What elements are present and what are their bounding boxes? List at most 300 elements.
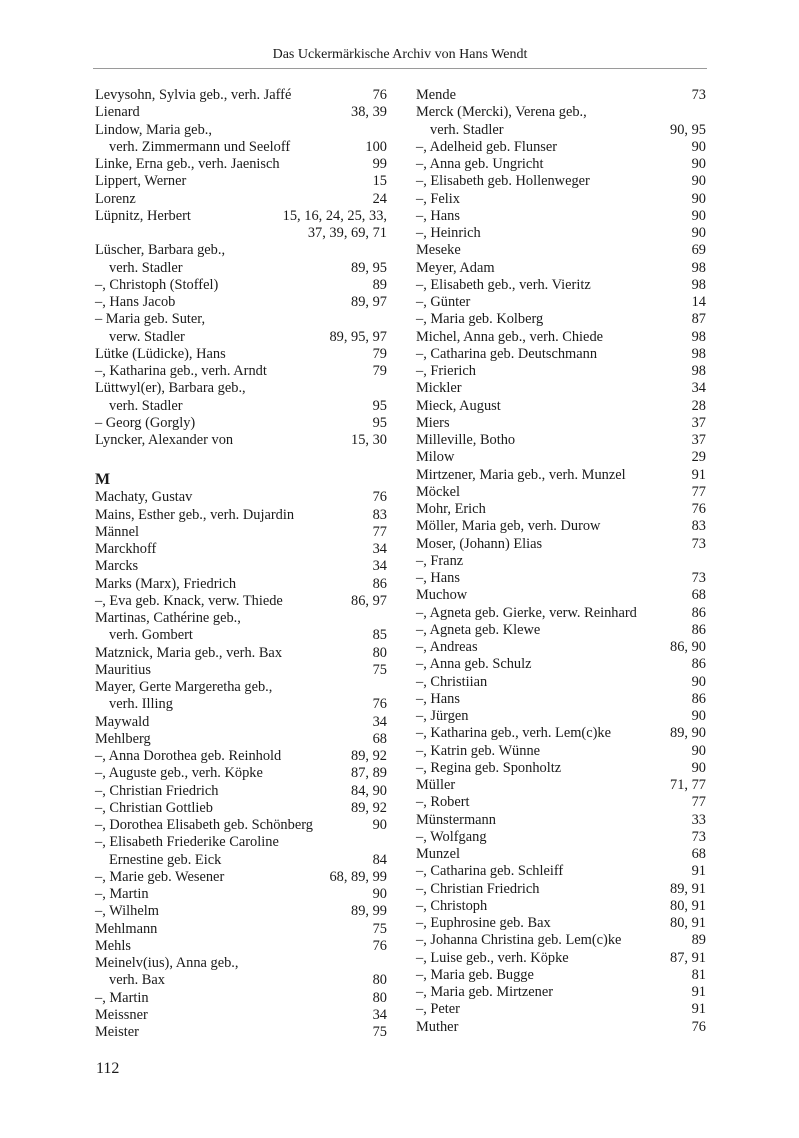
index-entry-pages: 34 (372, 713, 387, 730)
index-entry-pages: 83 (372, 506, 387, 523)
index-column-right (416, 87, 706, 1036)
index-entry (95, 380, 387, 397)
index-entry (416, 191, 706, 208)
index-entry-pages: 76 (372, 937, 387, 954)
index-entry (95, 1024, 387, 1041)
index-entry-pages: 75 (372, 661, 387, 678)
index-entry-name: Meyer, Adam (416, 259, 495, 276)
index-entry (416, 432, 706, 449)
index-entry-name: Muchow (416, 587, 468, 604)
index-entry (95, 507, 387, 524)
index-entry-pages: 73 (691, 535, 706, 552)
index-entry-pages: 90 (691, 759, 706, 776)
index-entry (416, 777, 706, 794)
index-entry-name: Moser, (Johann) Elias (416, 535, 543, 552)
index-entry-name: Lyncker, Alexander von (95, 432, 234, 448)
index-entry-name: Mauritius (95, 661, 151, 678)
index-entry (95, 363, 387, 380)
index-entry-name: Mickler (416, 380, 462, 397)
index-entry-name: –, Franz (416, 552, 464, 569)
index-entry-name: Merck (Mercki), Verena geb., (416, 104, 587, 121)
index-entry-pages: 80, 91 (670, 915, 706, 931)
index-entry-name: Meseke (416, 242, 461, 259)
index-entry (95, 191, 387, 208)
index-entry-continuation (95, 329, 387, 346)
index-entry-name: –, Elisabeth geb. Hollenweger (416, 173, 590, 190)
index-entry-name: Müller (416, 777, 456, 793)
index-entry (416, 346, 706, 363)
index-entry-pages: 75 (372, 920, 387, 937)
index-entry (416, 536, 706, 553)
index-entry (416, 656, 706, 673)
index-entry-pages: 86 (372, 575, 387, 592)
index-entry (95, 541, 387, 558)
index-entry-pages: 68 (691, 587, 706, 604)
index-entry-name: –, Anna geb. Ungricht (416, 156, 544, 172)
index-entry-pages: 76 (372, 489, 387, 506)
index-entry (416, 829, 706, 846)
index-entry (416, 260, 706, 277)
index-entry-pages: 38, 39 (351, 104, 387, 121)
index-entry-pages: 98 (691, 328, 706, 345)
index-entry (416, 104, 706, 121)
index-entry-name: –, Robert (416, 794, 470, 811)
index-entry-name: –, Elisabeth Friederike Caroline (95, 834, 279, 851)
index-entry-name: Mehls (95, 937, 131, 954)
index-entry-pages: 73 (691, 570, 706, 586)
index-entry-name: Maywald (95, 713, 150, 730)
index-entry (95, 869, 387, 886)
index-entry-name: –, Catharina geb. Deutschmann (416, 345, 598, 362)
index-entry-name: Mayer, Gerte Margeretha geb., (95, 679, 273, 695)
index-entry-pages: 98 (691, 345, 706, 362)
index-entry-name: –, Dorothea Elisabeth geb. Schönberg (95, 817, 313, 833)
index-entry (95, 208, 387, 225)
index-entry-name: –, Marie geb. Wesener (95, 868, 225, 885)
index-entry (416, 812, 706, 829)
index-entry-pages: 89, 91 (670, 880, 706, 897)
index-entry-pages: 28 (691, 397, 706, 414)
index-entry-pages: 90 (691, 207, 706, 224)
index-entry-name: Mirtzener, Maria geb., verh. Munzel (416, 466, 626, 483)
index-entry-pages: 24 (372, 190, 387, 207)
index-entry-name: Münstermann (416, 811, 496, 828)
index-entry-pages: 87 (691, 311, 706, 328)
page-number: 112 (96, 1060, 120, 1077)
index-entry (95, 156, 387, 173)
index-entry (95, 748, 387, 765)
index-entry-pages: 79 (372, 363, 387, 379)
index-entry-name: –, Anna geb. Schulz (416, 656, 532, 673)
index-entry-pages: 86 (691, 604, 706, 621)
index-entry-pages: 15 (372, 173, 387, 190)
index-entry-pages: 73 (691, 87, 706, 103)
index-column-left (95, 87, 387, 1041)
index-entry-name: –, Hans (416, 570, 460, 586)
index-entry-pages: 80, 91 (670, 897, 706, 914)
index-entry (95, 415, 387, 432)
index-entry (416, 139, 706, 156)
index-entry-pages: 95 (372, 397, 387, 414)
index-entry-pages: 75 (372, 1024, 387, 1040)
index-entry-name: –, Christoph (Stoffel) (95, 276, 219, 293)
index-entry-name: –, Christian Gottlieb (95, 799, 213, 816)
index-entry (95, 714, 387, 731)
index-entry-name: Marckhoff (95, 541, 157, 557)
index-entry-pages: 37 (691, 432, 706, 448)
index-entry (95, 955, 387, 972)
index-entry (95, 122, 387, 139)
index-entry (416, 225, 706, 242)
index-entry-name: Mains, Esther geb., verh. Dujardin (95, 506, 295, 523)
index-entry-name: – Maria geb. Suter, (95, 311, 206, 328)
index-entry (416, 518, 706, 535)
index-entry-name: Mehlberg (95, 730, 151, 747)
index-entry-pages: 89, 92 (351, 799, 387, 816)
index-entry (95, 346, 387, 363)
index-entry-pages: 15, 30 (351, 432, 387, 448)
index-entry-name: Martinas, Cathérine geb., (95, 610, 241, 626)
index-entry (416, 553, 706, 570)
index-entry-pages: 14 (691, 294, 706, 310)
index-entry-name: –, Andreas (416, 639, 478, 655)
index-entry-pages: 90 (691, 708, 706, 724)
index-entry (95, 524, 387, 541)
index-entry-pages: 98 (691, 363, 706, 379)
index-entry-name: Matznick, Maria geb., verh. Bax (95, 644, 283, 661)
index-entry-pages: 90 (372, 817, 387, 833)
header-rule (93, 68, 707, 69)
index-entry-pages: 87, 91 (670, 949, 706, 966)
index-entry-pages: 90 (691, 742, 706, 759)
index-entry (416, 967, 706, 984)
index-entry (95, 104, 387, 121)
index-entry-name: – Georg (Gorgly) (95, 414, 196, 431)
index-entry (416, 760, 706, 777)
index-entry-pages: 68, 89, 99 (329, 868, 387, 885)
index-entry (95, 294, 387, 311)
index-entry-name: –, Johanna Christina geb. Lem(c)ke (416, 932, 622, 949)
index-entry (95, 938, 387, 955)
index-entry-pages: 91 (691, 466, 706, 483)
index-entry-name: –, Hans (416, 690, 460, 707)
index-entry (416, 87, 706, 104)
index-entry-name: –, Martin (95, 989, 149, 1006)
index-entry-pages: 86 (691, 621, 706, 638)
index-entry-pages: 76 (372, 696, 387, 713)
index-entry-name: –, Christiian (416, 673, 488, 690)
index-entry-name: verh. Bax (109, 972, 165, 989)
index-entry-name: Lippert, Werner (95, 173, 187, 190)
index-entry-name: –, Hans Jacob (95, 294, 176, 310)
index-entry-name: –, Frierich (416, 363, 476, 379)
index-entry-pages: 90 (691, 225, 706, 241)
index-entry (95, 576, 387, 593)
index-entry (416, 691, 706, 708)
index-entry-pages: 37 (691, 414, 706, 431)
index-entry-name: –, Jürgen (416, 708, 469, 724)
index-entry-pages: 91 (691, 863, 706, 880)
index-entry-pages: 34 (372, 1006, 387, 1023)
index-entry (95, 679, 387, 696)
index-entry-pages: 95 (372, 414, 387, 431)
index-entry-name: Marks (Marx), Friedrich (95, 575, 237, 592)
index-entry-name: –, Auguste geb., verh. Köpke (95, 765, 263, 782)
index-entry (95, 903, 387, 920)
index-entry-pages: 100 (365, 138, 387, 155)
index-entry-pages: 76 (691, 501, 706, 517)
index-entry-name: Mieck, August (416, 397, 501, 414)
index-entry (416, 363, 706, 380)
index-entry-name: –, Agneta geb. Klewe (416, 621, 541, 638)
index-entry (95, 432, 387, 449)
index-entry-pages: 68 (372, 730, 387, 747)
index-entry-continuation (95, 260, 387, 277)
index-entry-name: –, Katharina geb., verh. Arndt (95, 363, 267, 379)
index-entry-pages: 73 (691, 828, 706, 845)
index-entry (95, 277, 387, 294)
index-entry-pages: 90 (691, 173, 706, 190)
index-entry-pages: 86, 90 (670, 639, 706, 655)
index-entry (416, 208, 706, 225)
index-entry-name: Levysohn, Sylvia geb., verh. Jaffé (95, 87, 292, 103)
index-entry-name: M (95, 471, 111, 489)
index-entry-name: Meinelv(ius), Anna geb., (95, 955, 239, 971)
index-entry-pages: 90 (691, 673, 706, 690)
index-entry (416, 915, 706, 932)
index-entry-name: –, Adelheid geb. Flunser (416, 138, 558, 155)
index-entry-name: –, Christian Friedrich (95, 782, 219, 799)
index-entry-name: Munzel (416, 846, 460, 862)
index-entry-name: –, Günter (416, 294, 471, 310)
index-entry-name: verw. Stadler (109, 328, 185, 345)
index-entry-name: Mehlmann (95, 920, 158, 937)
index-entry-name: Lienard (95, 104, 140, 121)
index-entry-pages: 89, 99 (351, 903, 387, 920)
index-entry-name: Marcks (95, 558, 139, 575)
index-entry (95, 800, 387, 817)
index-entry-continuation (416, 122, 706, 139)
index-entry-name: Lüscher, Barbara geb., (95, 242, 226, 259)
index-entry-pages: 83 (691, 518, 706, 535)
index-entry-name: –, Anna Dorothea geb. Reinhold (95, 748, 282, 764)
index-entry-pages: 91 (691, 1001, 706, 1018)
index-entry (416, 639, 706, 656)
index-entry-pages: 80 (372, 644, 387, 661)
index-entry (95, 1007, 387, 1024)
index-entry-pages: 89, 97 (351, 294, 387, 310)
index-entry-name: Lorenz (95, 190, 136, 207)
index-entry-pages: 89 (372, 276, 387, 293)
index-entry (416, 674, 706, 691)
index-entry-name: Lindow, Maria geb., (95, 121, 212, 138)
index-entry-pages: 99 (372, 156, 387, 172)
index-entry-name: Machaty, Gustav (95, 489, 193, 506)
index-entry-name: –, Hans (416, 207, 460, 224)
index-entry-pages: 89, 92 (351, 748, 387, 764)
index-entry (95, 921, 387, 938)
index-entry-name: –, Regina geb. Sponholtz (416, 759, 562, 776)
index-entry-name: Lütke (Lüdicke), Hans (95, 345, 226, 362)
index-entry (95, 731, 387, 748)
index-entry-pages: 84, 90 (351, 782, 387, 799)
index-entry-name: Ernestine geb. Eick (109, 851, 222, 868)
index-entry-name: –, Katrin geb. Wünne (416, 742, 541, 759)
index-entry (95, 87, 387, 104)
index-entry (95, 817, 387, 834)
index-entry-pages: 29 (691, 449, 706, 466)
index-entry (95, 783, 387, 800)
index-entry (416, 587, 706, 604)
index-entry-name: Milleville, Botho (416, 432, 516, 448)
index-entry-pages: 34 (691, 380, 706, 397)
index-entry-continuation (95, 852, 387, 869)
index-entry-name: Miers (416, 414, 450, 431)
index-entry (416, 725, 706, 742)
index-entry (95, 593, 387, 610)
index-entry-name: Männel (95, 523, 139, 540)
section-letter-heading (95, 470, 387, 489)
index-entry-pages: 91 (691, 984, 706, 1000)
index-entry-name: Möller, Maria geb, verh. Durow (416, 518, 601, 535)
index-entry-pages: 37, 39, 69, 71 (307, 225, 387, 241)
index-entry (95, 662, 387, 679)
index-entry (416, 794, 706, 811)
index-entry-pages: 76 (372, 87, 387, 103)
index-entry-name: –, Wolfgang (416, 828, 487, 845)
index-entry (416, 156, 706, 173)
index-entry-name: Mohr, Erich (416, 501, 486, 517)
index-entry-name: verh. Stadler (109, 259, 183, 276)
index-entry-pages: 87, 89 (351, 765, 387, 782)
index-entry (416, 173, 706, 190)
index-entry (95, 489, 387, 506)
index-entry (416, 570, 706, 587)
index-entry-pages: 81 (691, 966, 706, 983)
index-entry-name: –, Euphrosine geb. Bax (416, 915, 551, 931)
index-entry (416, 380, 706, 397)
index-entry-pages: 79 (372, 345, 387, 362)
index-entry-name: Muther (416, 1018, 459, 1035)
index-entry (95, 990, 387, 1007)
index-entry (416, 329, 706, 346)
section-gap (95, 449, 387, 470)
index-entry-pages: 77 (691, 794, 706, 811)
index-entry (416, 743, 706, 760)
index-entry (416, 294, 706, 311)
index-entry (416, 1001, 706, 1018)
index-entry-pages: 90, 95 (670, 121, 706, 138)
index-entry-pages: 98 (691, 259, 706, 276)
index-entry-name: verh. Gombert (109, 627, 193, 644)
index-entry-continuation (95, 972, 387, 989)
index-entry-pages: 89, 95, 97 (329, 328, 387, 345)
index-entry-name: verh. Zimmermann und Seeloff (109, 138, 291, 155)
index-entry (416, 242, 706, 259)
index-entry-name: verh. Stadler (109, 397, 183, 414)
index-entry (95, 558, 387, 575)
index-entry (95, 242, 387, 259)
index-entry-name: –, Agneta geb. Gierke, verw. Reinhard (416, 604, 637, 621)
index-entry-pages: 68 (691, 846, 706, 862)
index-entry-name: Lüttwyl(er), Barbara geb., (95, 380, 246, 397)
index-entry (416, 898, 706, 915)
index-entry (95, 886, 387, 903)
index-entry-name: –, Elisabeth geb., verh. Vieritz (416, 276, 591, 293)
index-entry (95, 225, 387, 242)
index-entry-pages: 90 (691, 190, 706, 207)
index-entry-name: –, Eva geb. Knack, verw. Thiede (95, 592, 283, 609)
index-entry-pages: 86 (691, 690, 706, 707)
index-entry-pages: 86 (691, 656, 706, 673)
index-entry-pages: 90 (372, 886, 387, 902)
index-entry-pages: 98 (691, 276, 706, 293)
index-entry-continuation (95, 696, 387, 713)
index-entry-name: verh. Illing (109, 696, 173, 713)
index-entry-name: –, Luise geb., verh. Köpke (416, 949, 569, 966)
index-entry (416, 311, 706, 328)
index-entry-name: –, Christian Friedrich (416, 880, 540, 897)
index-entry (95, 834, 387, 851)
index-entry (416, 277, 706, 294)
index-entry (416, 932, 706, 949)
index-entry-pages: 89, 90 (670, 725, 706, 742)
index-entry (416, 708, 706, 725)
index-entry-continuation (95, 398, 387, 415)
index-entry-pages: 85 (372, 627, 387, 644)
index-entry-name: Lüpnitz, Herbert (95, 207, 191, 224)
index-entry (416, 484, 706, 501)
index-entry-name: Linke, Erna geb., verh. Jaenisch (95, 156, 280, 172)
index-entry (416, 415, 706, 432)
index-entry-pages: 90 (691, 156, 706, 172)
index-entry-name: Möckel (416, 483, 460, 500)
index-entry-pages: 34 (372, 541, 387, 557)
index-entry (416, 449, 706, 466)
index-entry-name: Milow (416, 449, 455, 466)
index-entry-pages: 84 (372, 851, 387, 868)
index-entry (416, 1019, 706, 1036)
index-entry-name: –, Heinrich (416, 225, 481, 241)
index-entry-pages: 69 (691, 242, 706, 259)
index-entry-name: –, Martin (95, 886, 149, 902)
index-entry (416, 501, 706, 518)
index-entry-name: Meister (95, 1024, 139, 1040)
index-entry-name: –, Catharina geb. Schleiff (416, 863, 564, 880)
index-entry-pages: 34 (372, 558, 387, 575)
index-entry (416, 846, 706, 863)
index-entry-pages: 90 (691, 138, 706, 155)
index-entry (95, 645, 387, 662)
index-entry (95, 173, 387, 190)
index-entry-pages: 76 (691, 1018, 706, 1035)
index-entry (416, 622, 706, 639)
index-entry (95, 311, 387, 328)
index-entry-name: Michel, Anna geb., verh. Chiede (416, 328, 604, 345)
index-entry-pages: 89, 95 (351, 259, 387, 276)
index-entry-continuation (95, 139, 387, 156)
index-entry-name: –, Katharina geb., verh. Lem(c)ke (416, 725, 611, 742)
index-entry (95, 610, 387, 627)
index-entry-name: –, Maria geb. Bugge (416, 966, 534, 983)
index-entry-pages: 71, 77 (670, 777, 706, 793)
index-entry-pages: 15, 16, 24, 25, 33, (282, 207, 387, 224)
index-entry-name: –, Christoph (416, 897, 488, 914)
index-entry-name: verh. Stadler (430, 121, 504, 138)
index-entry-continuation (95, 627, 387, 644)
index-entry-name: –, Maria geb. Mirtzener (416, 984, 554, 1000)
index-entry (416, 467, 706, 484)
